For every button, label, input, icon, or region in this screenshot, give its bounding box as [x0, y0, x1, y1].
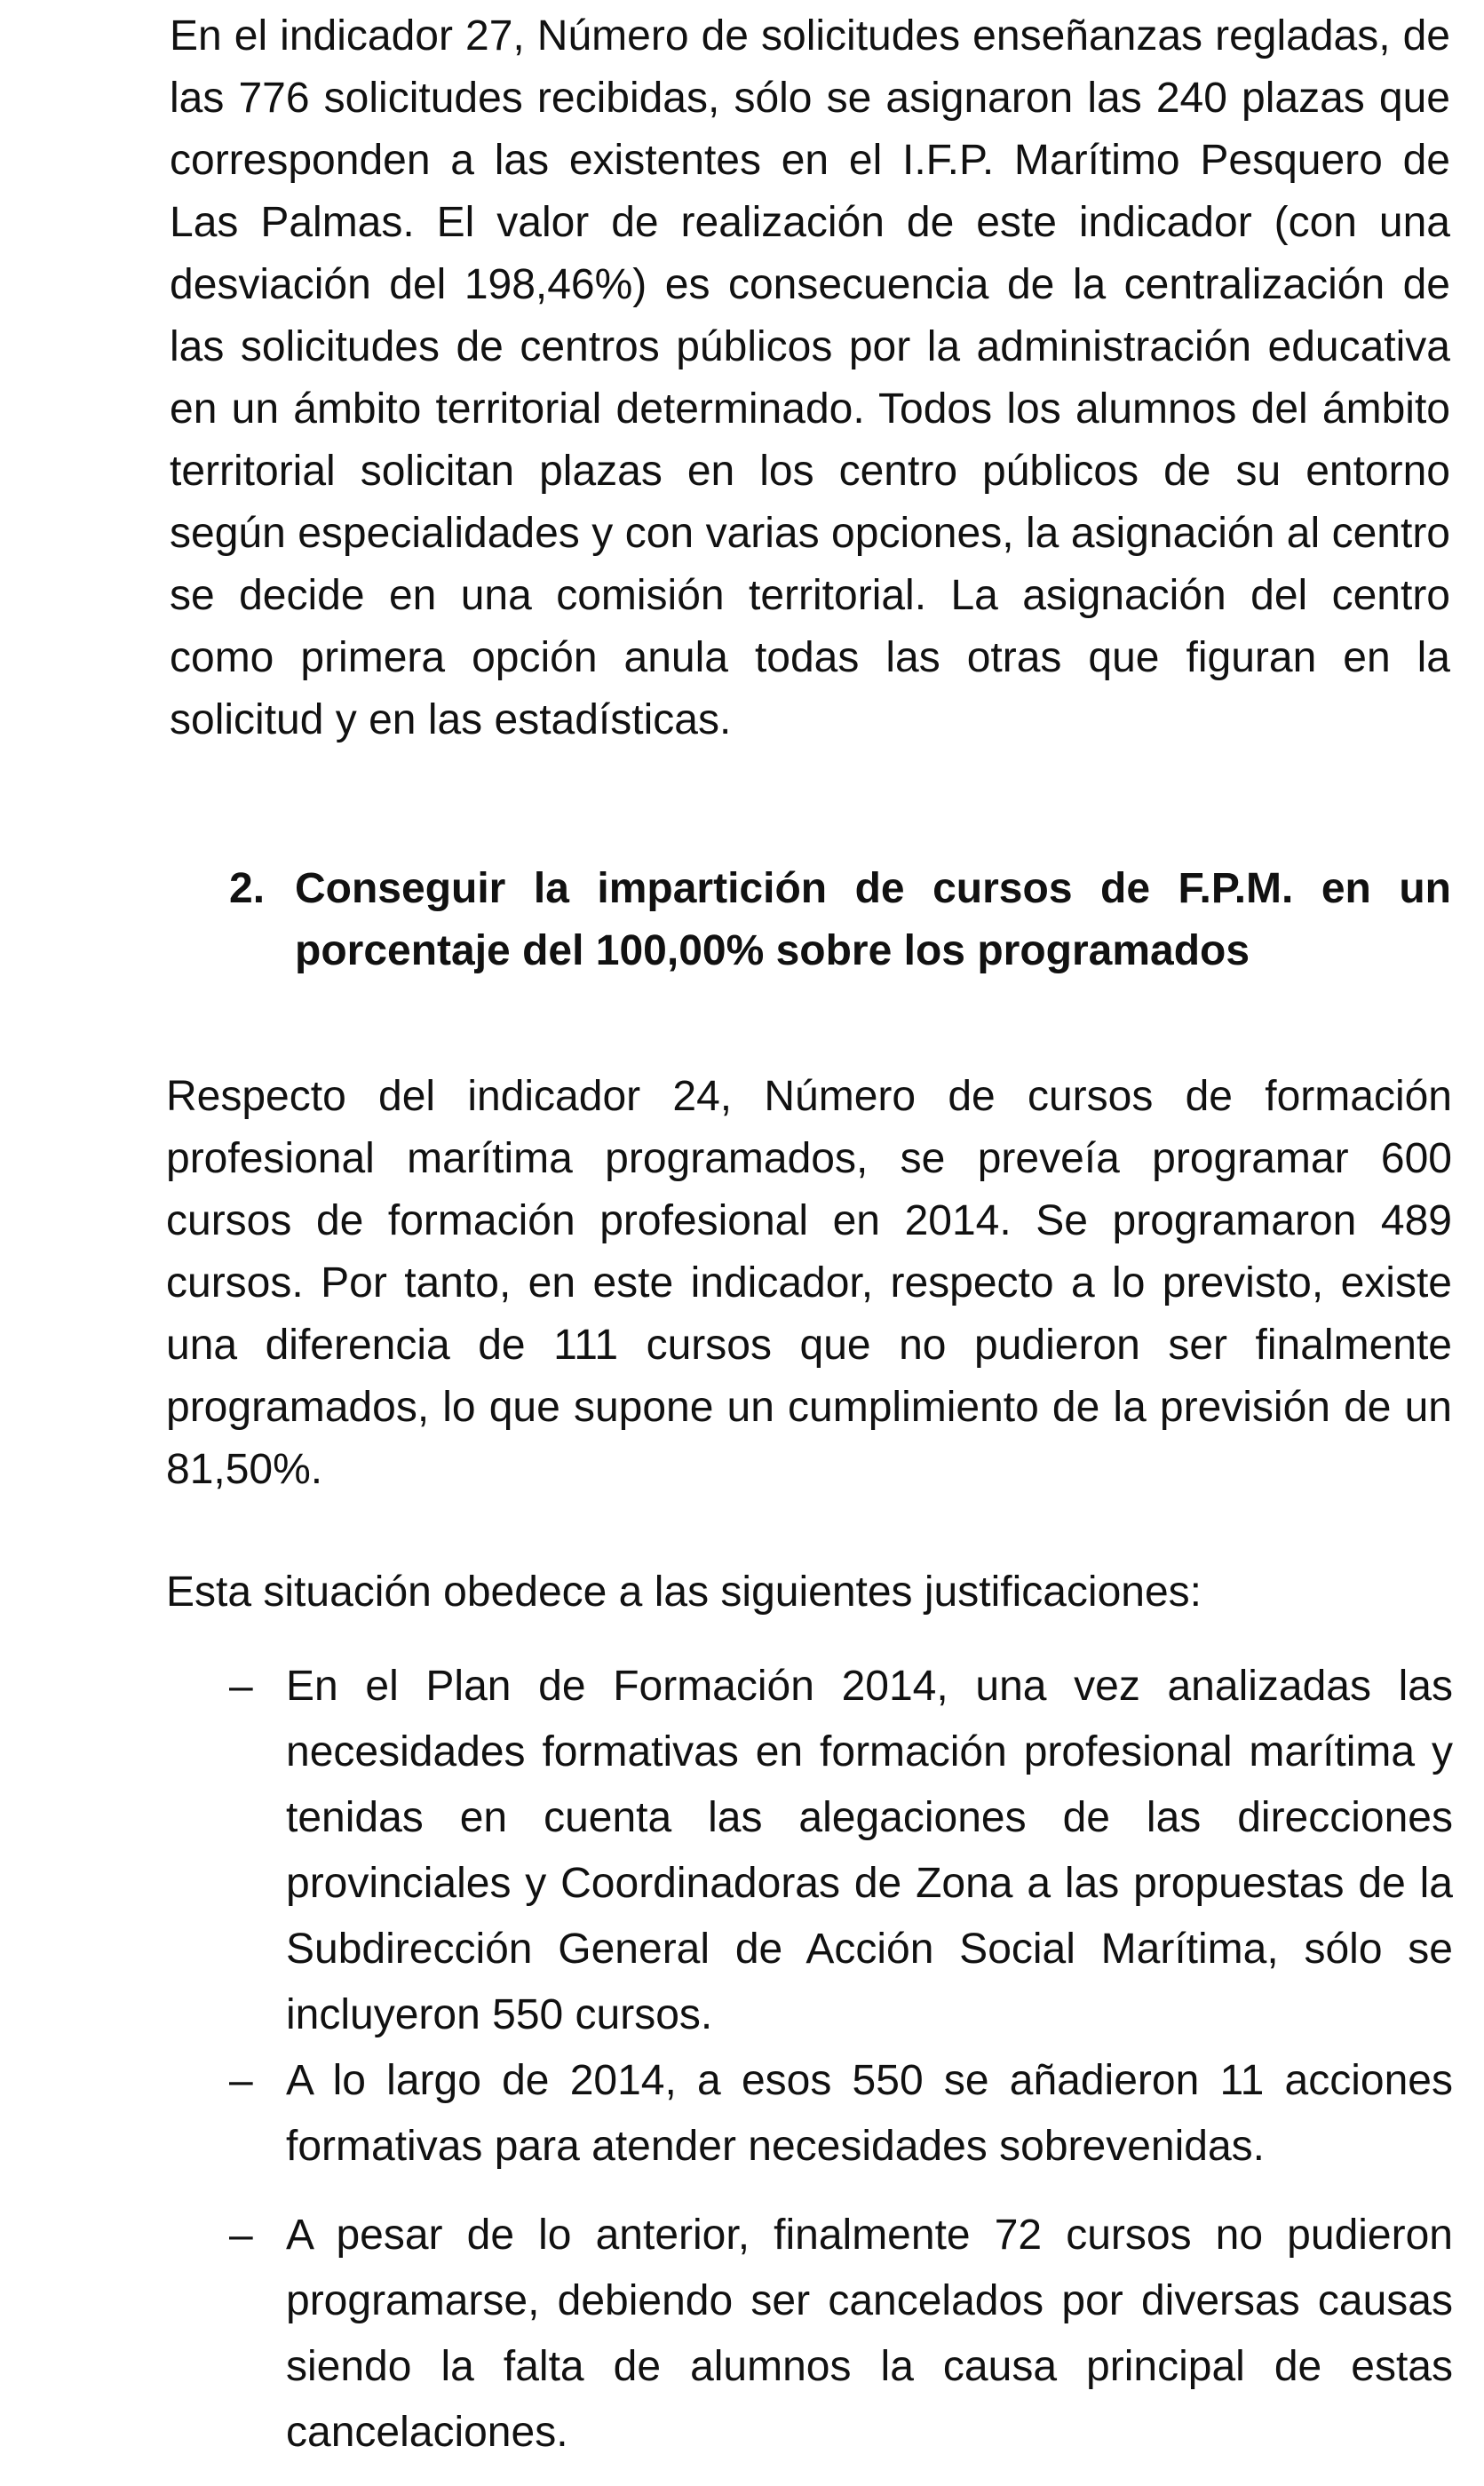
paragraph-indicator-24: Respecto del indicador 24, Número de cursos de formación profesional marítima programados, se preveía programar 600 cursos de formación profesional en 2014. Se programaron 489 cursos. Por tanto, en este indicador, respecto a lo previsto, existe una diferencia de 111 cursos que no pudieron ser finalmente programados, lo que supone un cumplimiento de la previsión de un 81,50%. — [166, 1073, 1452, 1493]
dash-bullet-icon: – — [229, 2057, 253, 2104]
paragraph-indicator-27: En el indicador 27, Número de solicitudes enseñanzas regladas, de las 776 solicitudes recibidas, sólo se asignaron las 240 plazas que corresponden a las existentes en el I.F.P. Marítimo Pesquero de Las Palmas. El valor de realización de este indicador (con una desviación del 198,46%) es consecuencia de la centralización de las solicitudes de centros públicos por la administración educativa en un ámbito territorial determinado. Todos los alumnos del ámbito territorial solicitan plazas en los centro públicos de su entorno según especialidades y con varias opciones, la asignación al centro se decide en una comisión territorial. La asignación del centro como primera opción anula todas las otras que figuran en la solicitud y en las estadísticas. — [170, 12, 1450, 743]
list-item — [222, 2203, 1453, 2466]
list-item — [222, 2048, 1453, 2180]
list-item — [222, 1654, 1453, 2048]
list-item-text: A lo largo de 2014, a esos 550 se añadieron 11 acciones formativas para atender necesidades sobrevenidas. — [286, 2057, 1453, 2170]
list-item-text: A pesar de lo anterior, finalmente 72 cursos no pudieron programarse, debiendo ser cancelados por diversas causas siendo la falta de alumnos la causa principal de estas cancelaciones. — [286, 2212, 1453, 2456]
paragraph-justifications-intro: Esta situación obedece a las siguientes justificaciones: — [166, 1569, 1202, 1616]
heading-text: Conseguir la impartición de cursos de F.P.M. en un porcentaje del 100,00% sobre los programados — [295, 865, 1451, 974]
heading-number: 2. — [229, 865, 266, 912]
justification-list — [222, 1654, 1453, 2466]
dash-bullet-icon: – — [229, 1663, 253, 1710]
dash-bullet-icon: – — [229, 2212, 253, 2259]
section-heading — [229, 858, 1451, 982]
list-item-text: En el Plan de Formación 2014, una vez analizadas las necesidades formativas en formación profesional marítima y tenidas en cuenta las alegaciones de las direcciones provinciales y Coordinadoras de Zona a las propuestas de la Subdirección General de Acción Social Marítima, sólo se incluyeron 550 cursos. — [286, 1663, 1453, 2038]
